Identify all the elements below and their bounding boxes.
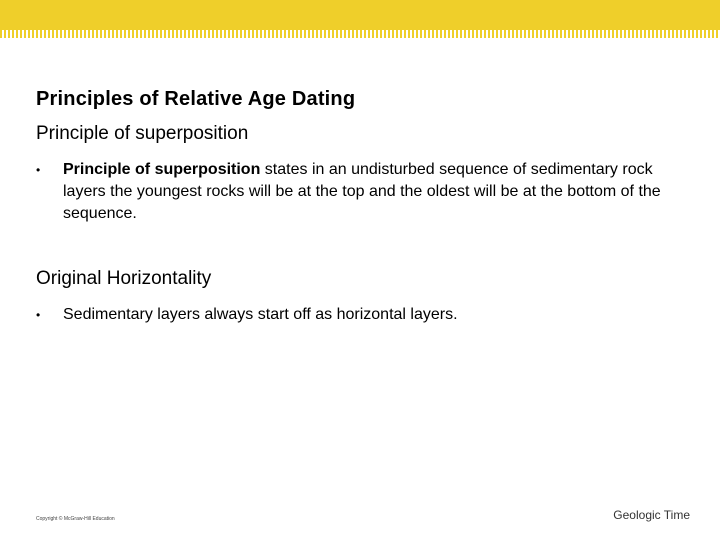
bullet-description: states in an undisturbed sequence of sedimentary rock layers the youngest rocks will be at the top and the oldest will be at the bottom of the sequence. bbox=[63, 161, 661, 222]
bullet-text: Sedimentary layers always start off as horizontal layers. bbox=[63, 306, 458, 323]
bullet-dot: • bbox=[36, 163, 41, 177]
bullet-bold-term: Principle of superposition bbox=[63, 161, 261, 178]
top-accent-stripes bbox=[0, 30, 720, 38]
bullet-text bbox=[63, 159, 683, 225]
copyright-notice: Copyright © McGraw-Hill Education bbox=[36, 516, 115, 522]
section-heading-superposition: Principle of superposition bbox=[36, 123, 249, 144]
section-heading-horizontality: Original Horizontality bbox=[36, 268, 212, 289]
slide-title: Principles of Relative Age Dating bbox=[36, 88, 356, 110]
footer-topic: Geologic Time bbox=[613, 508, 690, 522]
top-accent-band bbox=[0, 0, 720, 30]
bullet-dot: • bbox=[36, 308, 41, 322]
